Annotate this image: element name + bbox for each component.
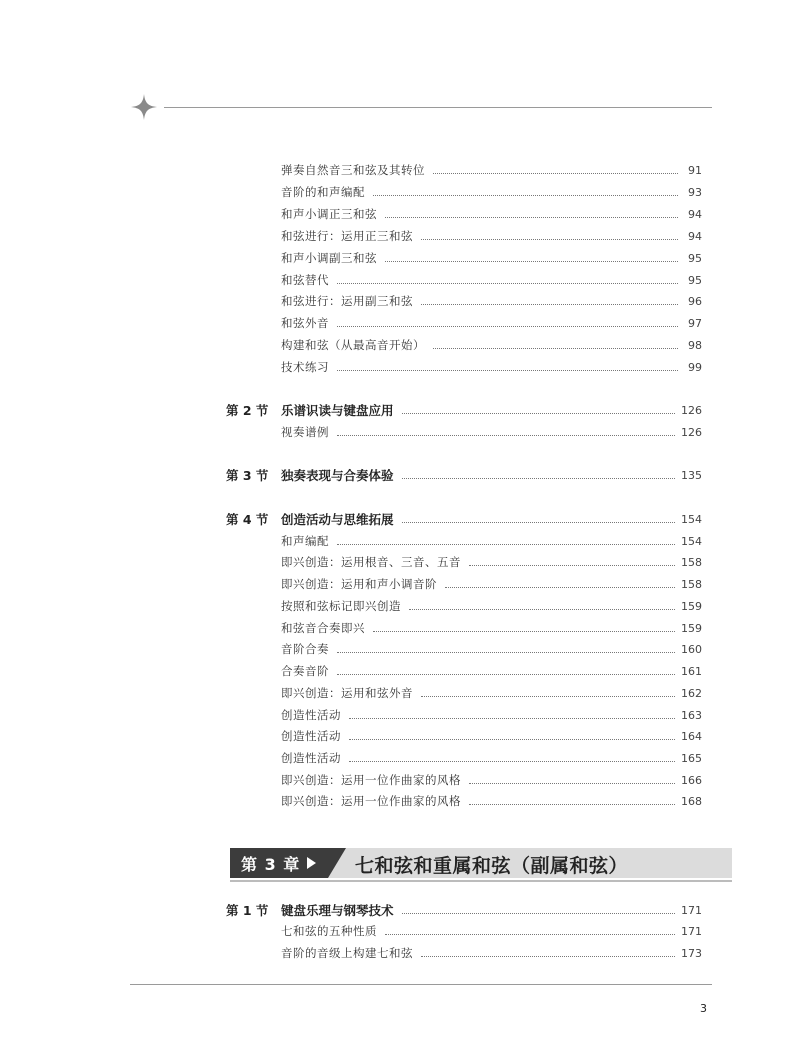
section-label: 第 3 节	[226, 468, 269, 483]
section-title: 创造活动与思维拓展	[281, 512, 394, 527]
toc-entry[interactable]	[226, 531, 702, 551]
toc-entry-title: 和弦音合奏即兴	[281, 621, 365, 635]
toc-entry-page: 163	[681, 708, 702, 722]
toc-entry[interactable]	[226, 921, 702, 941]
dot-leader	[385, 934, 675, 935]
toc-entry[interactable]	[226, 596, 702, 616]
dot-leader	[385, 217, 678, 218]
toc-entry-title: 和声小调正三和弦	[281, 207, 377, 221]
page-number: 3	[700, 1002, 707, 1015]
chapter-title: 七和弦和重属和弦（副属和弦）	[355, 855, 629, 877]
toc-entry[interactable]	[226, 182, 702, 202]
dot-leader	[421, 696, 675, 697]
dot-leader	[445, 587, 675, 588]
dot-leader	[402, 522, 675, 523]
play-arrow-icon	[307, 857, 316, 869]
toc-entry[interactable]	[226, 357, 702, 377]
toc-entry-title: 音阶的音级上构建七和弦	[281, 946, 413, 960]
dot-leader	[469, 565, 675, 566]
toc-entry-title: 即兴创造：运用一位作曲家的风格	[281, 773, 461, 787]
toc-entry[interactable]	[226, 661, 702, 681]
dot-leader	[337, 370, 678, 371]
toc-entry-page: 162	[681, 686, 702, 700]
toc-entry-page: 99	[688, 360, 702, 374]
section-page: 154	[681, 512, 702, 526]
section-label: 第 2 节	[226, 403, 269, 418]
header-rule	[164, 107, 712, 108]
toc-entry[interactable]	[226, 791, 702, 811]
dot-leader	[402, 413, 675, 414]
toc-entry[interactable]	[226, 770, 702, 790]
toc-entry-title: 七和弦的五种性质	[281, 924, 377, 938]
toc-entry-title: 创造性活动	[281, 729, 341, 743]
toc-entry[interactable]	[226, 422, 702, 442]
toc-entry-title: 即兴创造：运用和弦外音	[281, 686, 413, 700]
section-title: 乐谱识读与键盘应用	[281, 403, 394, 418]
toc-entry-title: 即兴创造：运用一位作曲家的风格	[281, 794, 461, 808]
dot-leader	[421, 239, 678, 240]
toc-entry-title: 和声编配	[281, 534, 329, 548]
toc-entry[interactable]	[226, 705, 702, 725]
toc-entry-page: 158	[681, 577, 702, 591]
toc-section-2[interactable]	[226, 400, 702, 420]
toc-entry-page: 164	[681, 729, 702, 743]
toc-entry[interactable]	[226, 552, 702, 572]
dot-leader	[337, 435, 675, 436]
toc-section-4[interactable]	[226, 509, 702, 529]
toc-entry-page: 160	[681, 642, 702, 656]
toc-entry[interactable]	[226, 313, 702, 333]
dot-leader	[373, 195, 678, 196]
dot-leader	[409, 609, 675, 610]
toc-entry-page: 154	[681, 534, 702, 548]
toc-entry-page: 158	[681, 555, 702, 569]
toc-entry-title: 构建和弦（从最高音开始）	[281, 338, 425, 352]
toc-entry-page: 159	[681, 599, 702, 613]
section-page: 171	[681, 903, 702, 917]
toc-entry-page: 96	[688, 294, 702, 308]
toc-entry-title: 和弦外音	[281, 316, 329, 330]
section-page: 135	[681, 468, 702, 482]
toc-entry-page: 161	[681, 664, 702, 678]
toc-entry[interactable]	[226, 748, 702, 768]
dot-leader	[402, 913, 675, 914]
toc-entry-page: 94	[688, 207, 702, 221]
dot-leader	[337, 544, 675, 545]
toc-entry-title: 即兴创造：运用根音、三音、五音	[281, 555, 461, 569]
toc-entry[interactable]	[226, 574, 702, 594]
section-title: 键盘乐理与钢琴技术	[281, 903, 394, 918]
toc-entry[interactable]	[226, 335, 702, 355]
toc-entry-page: 95	[688, 251, 702, 265]
toc-entry-title: 创造性活动	[281, 751, 341, 765]
toc-entry[interactable]	[226, 726, 702, 746]
dot-leader	[402, 478, 675, 479]
section-label: 第 1 节	[226, 903, 269, 918]
toc-entry-title: 技术练习	[281, 360, 329, 374]
toc-entry-title: 和弦进行：运用正三和弦	[281, 229, 413, 243]
toc-entry[interactable]	[226, 639, 702, 659]
dot-leader	[337, 652, 675, 653]
toc-entry-title: 和弦替代	[281, 273, 329, 287]
toc-entry-page: 93	[688, 185, 702, 199]
chapter-banner-underline	[230, 880, 732, 882]
toc-entry-page: 126	[681, 425, 702, 439]
toc-entry-title: 即兴创造：运用和声小调音阶	[281, 577, 437, 591]
toc-entry[interactable]	[226, 270, 702, 290]
toc-entry-page: 91	[688, 163, 702, 177]
toc-entry-title: 创造性活动	[281, 708, 341, 722]
section-label: 第 4 节	[226, 512, 269, 527]
dot-leader	[469, 804, 675, 805]
toc-entry[interactable]	[226, 248, 702, 268]
toc-entry-page: 173	[681, 946, 702, 960]
dot-leader	[433, 348, 678, 349]
toc-entry[interactable]	[226, 943, 702, 963]
toc-entry-page: 168	[681, 794, 702, 808]
dot-leader	[337, 326, 678, 327]
toc-entry[interactable]	[226, 618, 702, 638]
toc-entry-title: 弹奏自然音三和弦及其转位	[281, 163, 425, 177]
section-title: 独奏表现与合奏体验	[281, 468, 394, 483]
toc-entry-page: 98	[688, 338, 702, 352]
toc-entry-page: 159	[681, 621, 702, 635]
toc-entry-page: 95	[688, 273, 702, 287]
toc-entry-page: 165	[681, 751, 702, 765]
toc-entry-title: 音阶合奏	[281, 642, 329, 656]
toc-ch3-section-1[interactable]	[226, 900, 702, 920]
chapter-label: 第 3 章	[241, 855, 301, 874]
toc-entry[interactable]	[226, 683, 702, 703]
toc-entry[interactable]	[226, 204, 702, 224]
toc-entry-title: 按照和弦标记即兴创造	[281, 599, 401, 613]
toc-entry-page: 97	[688, 316, 702, 330]
toc-section-3[interactable]	[226, 465, 702, 485]
dot-leader	[349, 761, 675, 762]
section-page: 126	[681, 403, 702, 417]
four-point-star-icon	[131, 94, 157, 120]
footer-rule	[130, 984, 712, 985]
dot-leader	[337, 283, 678, 284]
dot-leader	[349, 718, 675, 719]
dot-leader	[373, 631, 675, 632]
toc-entry-page: 171	[681, 924, 702, 938]
toc-entry[interactable]	[226, 160, 702, 180]
dot-leader	[349, 739, 675, 740]
dot-leader	[385, 261, 678, 262]
chapter-3-banner[interactable]	[230, 848, 732, 882]
toc-entry[interactable]	[226, 291, 702, 311]
dot-leader	[421, 304, 678, 305]
toc-entry-page: 166	[681, 773, 702, 787]
toc-entry-title: 视奏谱例	[281, 425, 329, 439]
dot-leader	[337, 674, 675, 675]
toc-entry-title: 和弦进行：运用副三和弦	[281, 294, 413, 308]
toc-entry-title: 和声小调副三和弦	[281, 251, 377, 265]
toc-entry-title: 合奏音阶	[281, 664, 329, 678]
toc-entry-page: 94	[688, 229, 702, 243]
dot-leader	[421, 956, 675, 957]
toc-entry[interactable]	[226, 226, 702, 246]
toc-entry-title: 音阶的和声编配	[281, 185, 365, 199]
chapter-tab-wedge	[328, 848, 346, 878]
dot-leader	[433, 173, 678, 174]
dot-leader	[469, 783, 675, 784]
